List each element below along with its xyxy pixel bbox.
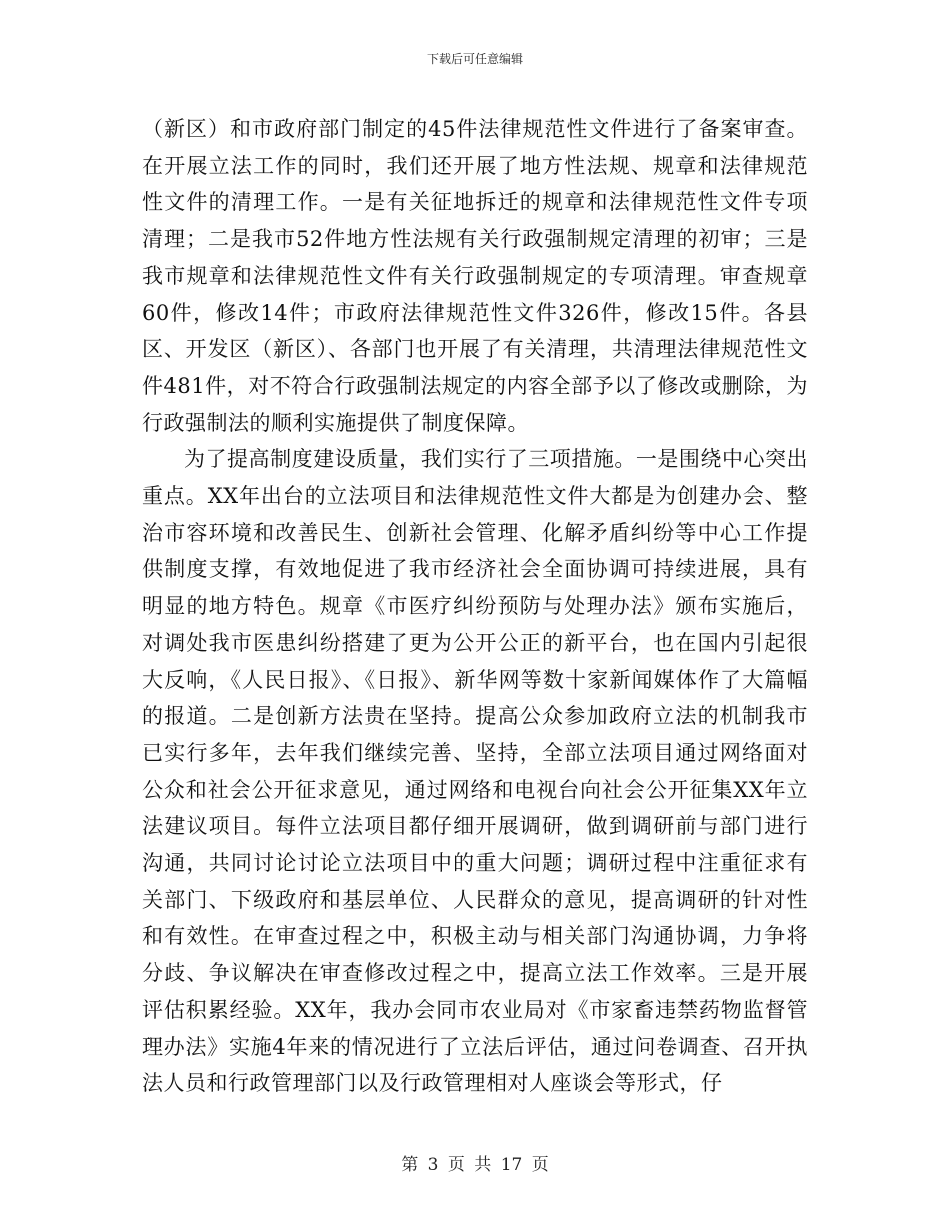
paragraph-2: 为了提高制度建设质量，我们实行了三项措施。一是围绕中心突出重点。XX年出台的立法项目和法律规范性文件大都是为创建办会、整治市容环境和改善民生、创新社会管理、化解矛盾纠纷等中心工作提供制度支撑，有效地促进了我市经济社会全面协调可持续进展，具有明显的地方特色。规章《市医疗纠纷预防与处理办法》颁布实施后，对调处我市医患纠纷搭建了更为公开公正的新平台，也在国内引起很大反响，《人民日报》、《日报》、新华网等数十家新闻媒体作了大篇幅的报道。二是创新方法贵在坚持。提高公众参加政府立法的机制我市已实行多年，去年我们继续完善、坚持，全部立法项目通过网络面对公众和社会公开征求意见，通过网络和电视台向社会公开征集XX年立法建议项目。每件立法项目都仔细开展调研，做到调研前与部门进行沟通，共同讨论讨论立法项目中的重大问题；调研过程中注重征求有关部门、下级政府和基层单位、人民群众的意见，提高调研的针对性和有效性。在审查过程之中，积极主动与相关部门沟通协调，力争将分歧、争议解决在审查修改过程之中，提高立法工作效率。三是开展评估积累经验。XX年，我办会同市农业局对《市家畜违禁药物监督管理办法》实施4年来的情况进行了立法后评估，通过问卷调查、召开执法人员和行政管理部门以及行政管理相对人座谈会等形式，仔 [142,447,808,1096]
paragraph-1: （新区）和市政府部门制定的45件法律规范性文件进行了备案审查。在开展立法工作的同时，我们还开展了地方性法规、规章和法律规范性文件的清理工作。一是有关征地拆迁的规章和法律规范性文件专项清理；二是我市52件地方性法规有关行政强制规定清理的初审；三是我市规章和法律规范性文件有关行政强制规定的专项清理。审查规章60件，修改14件；市政府法律规范性文件326件，修改15件。各县区、开发区（新区）、各部门也开展了有关清理，共清理法律规范性文件481件，对不符合行政强制法规定的内容全部予以了修改或删除，为行政强制法的顺利实施提供了制度保障。 [142,117,808,435]
page-number: 第 3 页 共 17 页 [401,1155,549,1175]
document-body [142,111,808,1102]
page-header: 下载后可任意编辑 [426,52,523,66]
